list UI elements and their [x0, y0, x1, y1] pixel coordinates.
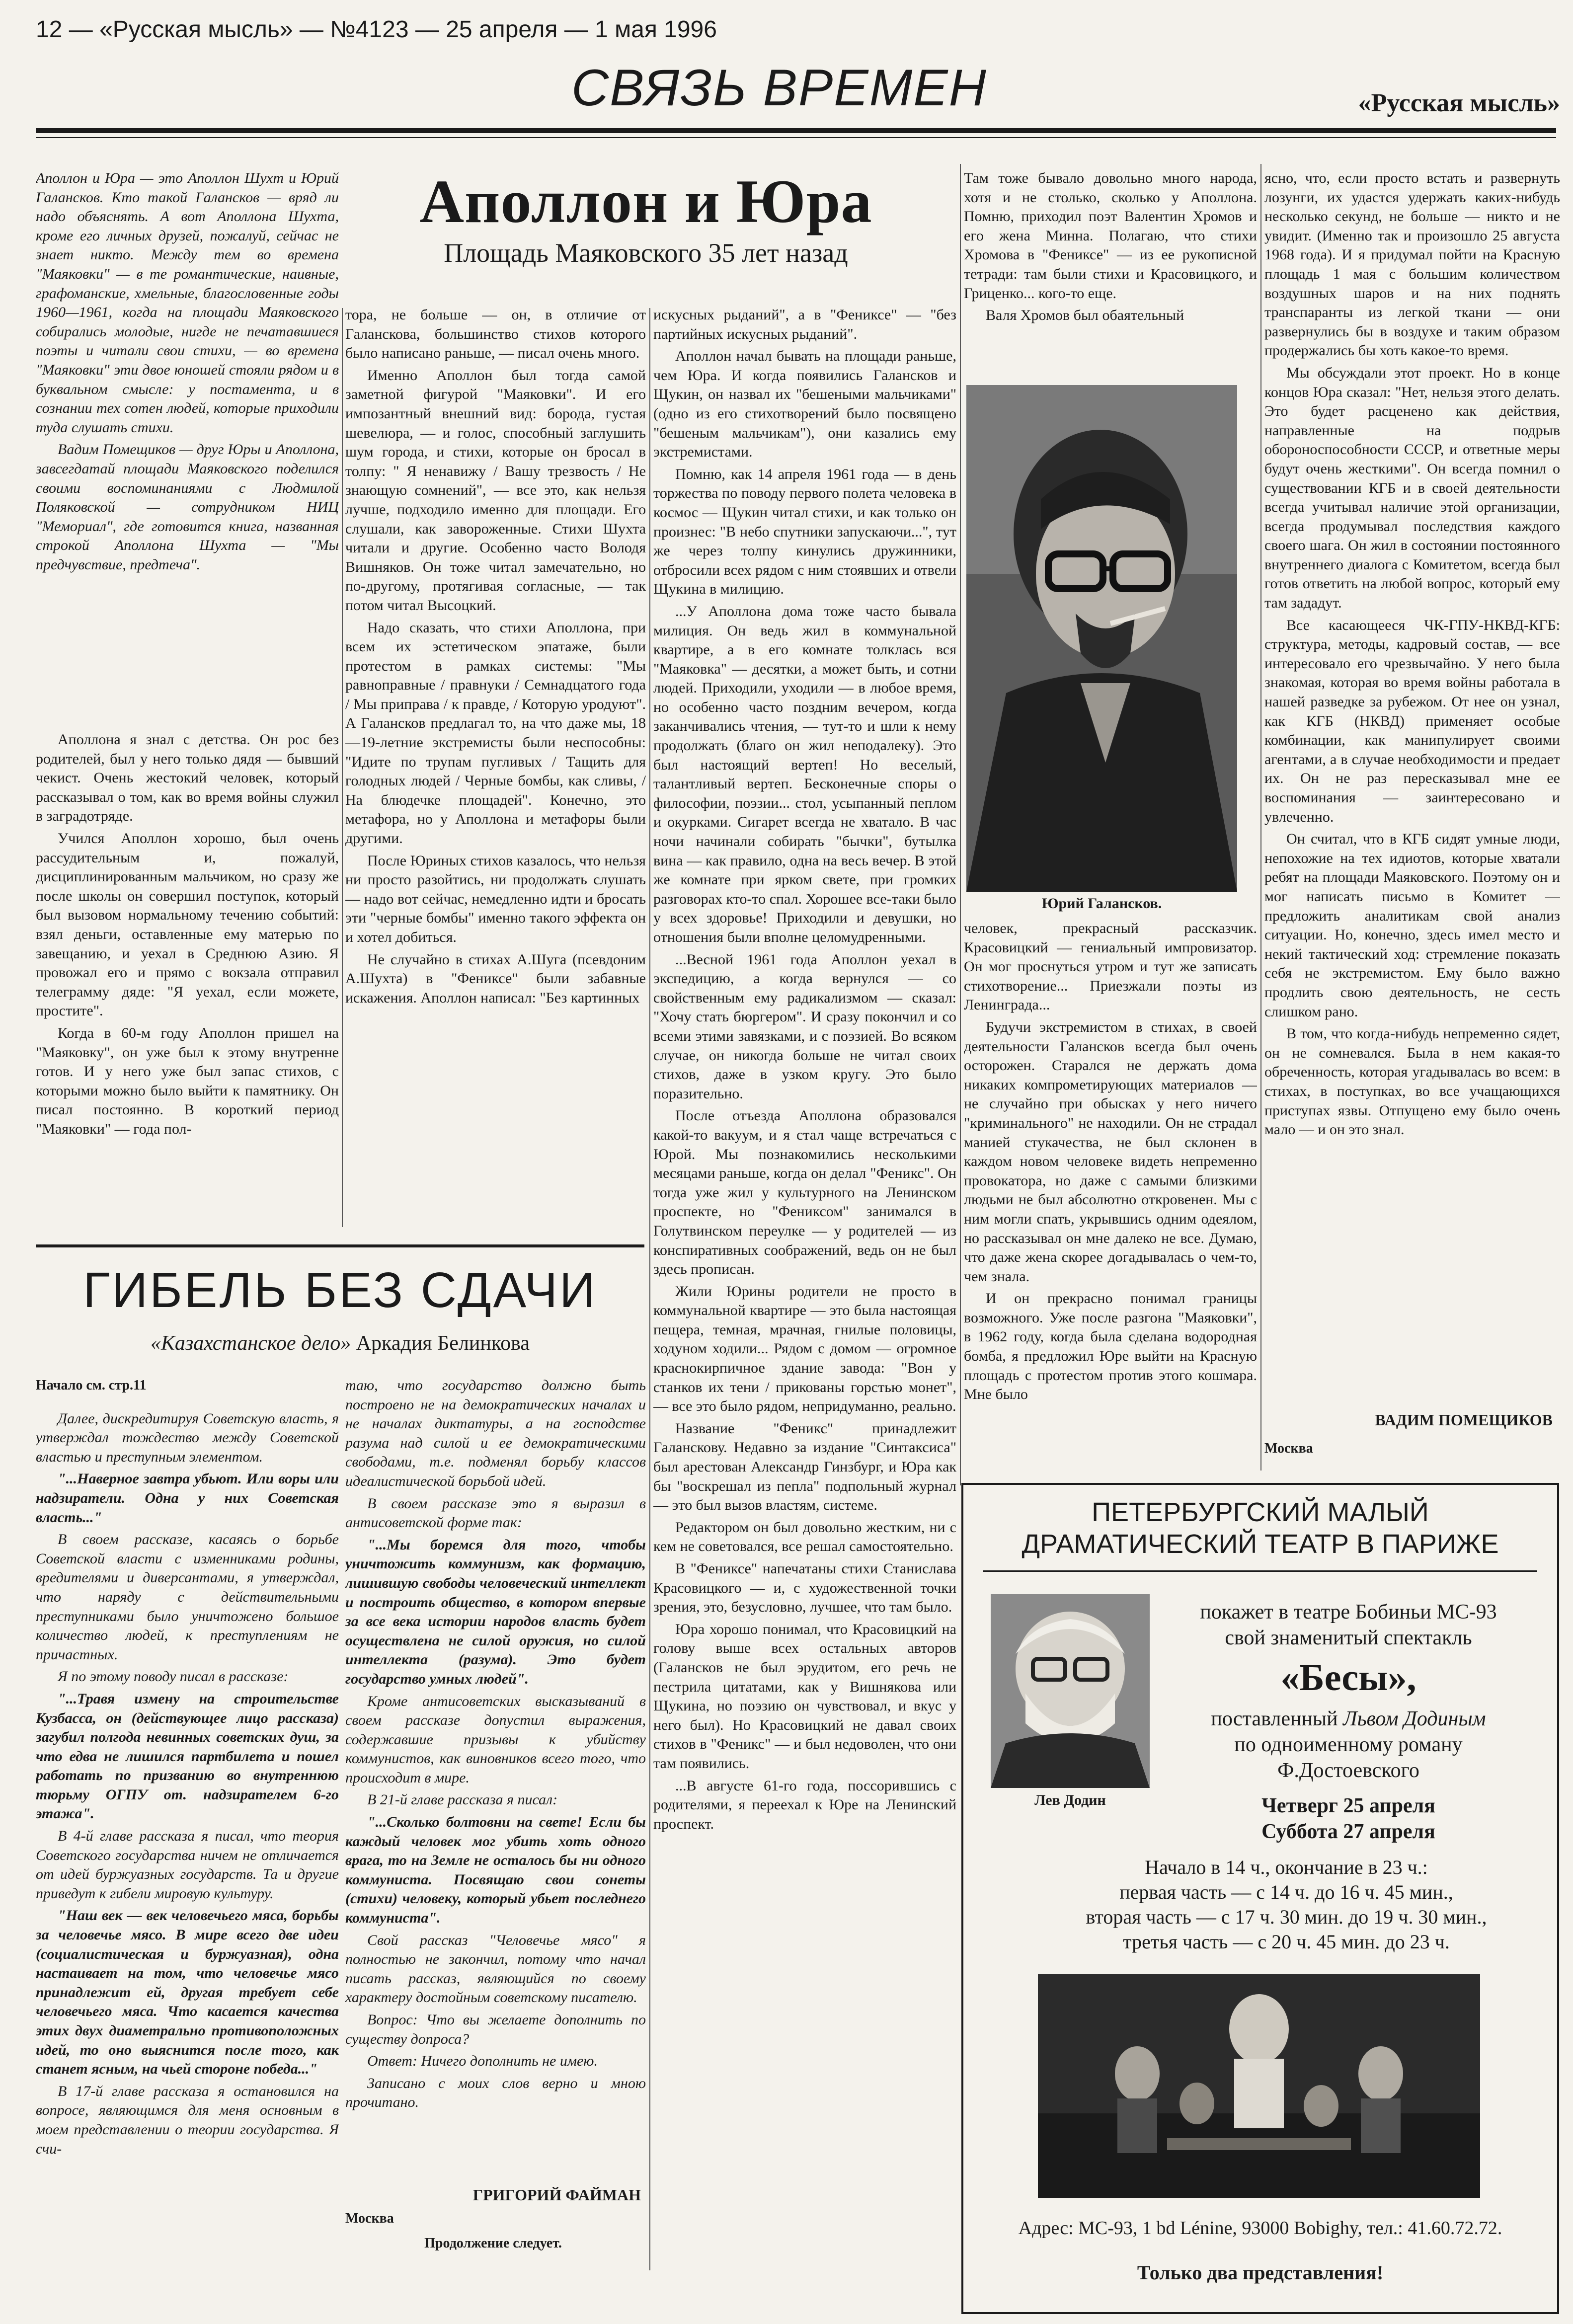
article1-lead: [36, 169, 339, 710]
article1-column-2: [345, 306, 646, 1227]
theatre-advertisement: [961, 1483, 1559, 2314]
issue-dates: 25 апреля — 1 мая 1996: [446, 16, 717, 43]
paragraph: В своем рассказе это я выразил в антисоветской форме так:: [345, 1495, 646, 1531]
paragraph: Я по этому поводу писал в рассказе:: [58, 1668, 289, 1685]
paragraph: Аполлон начал бывать на площади раньше, чем Юра. И когда появились Галансков и Щукин, он назвал их "бешеными мальчиками" (одно из его стихотворений было посвящено "бешеным мальчикам"), они казались ему экстремистами.: [653, 348, 956, 461]
ad-photo-caption: Лев Додин: [1034, 1792, 1106, 1808]
ad-staged-line2: по одноименному роману: [1234, 1733, 1463, 1756]
ad-date-2: Суббота 27 апреля: [1261, 1820, 1435, 1843]
paragraph: Все касающееся ЧК-ГПУ-НКВД-КГБ: структура, методы, кадровый состав, — все интересовало его чрезвычайно. У него была знакомая, которая во время войны работала в нашей разведке за рубежом. От нее он узнал, как КГБ (НКВД) применяет особые комбинации, как манипулирует своими агентами, а в случае необходимости и предает их. Он не раз пересказывал мне ее воспоминания — заинтересовано и увлеченно.: [1264, 617, 1560, 825]
article1-headline: Аполлон и Юра: [419, 167, 872, 235]
article1-subheadline: Площадь Маяковского 35 лет назад: [444, 238, 848, 268]
paragraph: В 4-й главе рассказа я писал, что теория Советского государства ничем не отличается от идей буржуазных государств. Та и другие приведут к гибели мировую культуру.: [36, 1828, 339, 1902]
article2-column-1: [36, 1376, 339, 2270]
quote: "Наш век — век человечьего мяса, борьбы за человечье мясо. В мире всего две идеи (социалистическая и буржуазная), одна настаивает на том, что человечье мясо принадлежит ей, другая требует себе человечьего мяса. Что касается качества этих двух диаметрально противоположных идей, то оно выяснится после того, как станет ясным, на чьей стороне победа...": [36, 1907, 339, 2078]
ad-staged-line3: Ф.Достоевского: [1277, 1759, 1419, 1782]
paragraph: Юра хорошо понимал, что Красовицкий на голову выше всех остальных авторов (Галансков не был эрудитом, его речь не пестрила цитатами, как у Вишнякова или Щукина, но поэзию он чувствовал, и вкус у него был). Но Красовицкий не давал своих стихов в "Феникс" — и был недоволен, что они там появились.: [653, 1621, 956, 1772]
quote: "...Наверное завтра убьют. Или воры или надзиратели. Одна у них Советская власть...": [36, 1471, 339, 1526]
paragraph: Жили Юрины родители не просто в коммунальной квартире — это была настоящая пещера, темная, мрачная, гнилые половицы, ходуном ходили... Рядом с домом — огромное краснокирпичное здание завода: "Вон у станков их тени / прикованы горстью монет", — все это было рядом, непридуманно, реально.: [653, 1283, 956, 1415]
dash: —: [299, 16, 323, 43]
paragraph: Когда в 60-м году Аполлон пришел на "Маяковку", он уже был к этому внутренне готов. И у него уже был запас стихов, с которыми можно было выйти к памятнику. Он писал постоянно. В короткий период "Маяковки" — года пол-: [36, 1024, 339, 1137]
ad-staged-prefix: поставленный: [1211, 1707, 1338, 1730]
article2-top-rule: [36, 1244, 644, 1247]
paragraph: Помню, как 14 апреля 1961 года — в день торжества по поводу первого полета человека в космос — Щукин читал стихи, и как только он произнес: "В небо спутники запускаючи...", тут же через толпу кинулись дружинники, отбросили всех рядом с ним стоявших и отвели Щукина в милицию.: [653, 465, 956, 598]
photo-caption: Юрий Галансков.: [1041, 895, 1162, 912]
article2-subheadline: [36, 1331, 644, 1361]
paragraph: Кроме антисоветских высказываний в своем рассказе допустил выражения, содержавшие призывы к убийству коммунистов, как виновников всего того, что происходит в мире.: [345, 1693, 646, 1786]
ad-intro-line2: свой знаменитый спектакль: [1225, 1627, 1472, 1649]
article1-column-4-top: [964, 169, 1257, 378]
article2-author: ГРИГОРИЙ ФАЙМАН: [472, 2186, 641, 2204]
paragraph: После отъезда Аполлона образовался какой-то вакуум, и я стал чаще встречаться с Юрой. Мы познакомились несколькими месяцами раньше, когда он делал "Феникс". Он тогда уже жил у культурного на Ленинском проспекте, но "Фениксом" занимался в Голутвинском переулке — у родителей — из конспиративных соображений, ведь он не был здесь прописан.: [653, 1107, 956, 1278]
photo-stage-scene: [1038, 1974, 1480, 2198]
ad-play-title: «Бесы»,: [1280, 1657, 1416, 1699]
paragraph: человек, прекрасный рассказчик. Красовицкий — гениальный импровизатор. Он мог проснуться утром и тут же записать стихотворение... Приезжали поэты из Ленинграда...: [964, 920, 1257, 1013]
ad-footer: Только два представления!: [1137, 2261, 1384, 2284]
paragraph: ...Весной 1961 года Аполлон уехал в экспедицию, а когда вернулся — со свойственным ему радикализмом — сказал: "Хочу стать бюргером". И сразу покончил и со всеми этими завязками, и с поэзией. Во всяком случае, он никогда больше не читал своих стихов, даже в узком кругу. Это было поразительно.: [653, 951, 956, 1102]
paragraph: Надо сказать, что стихи Аполлона, при всем их эстетическом эпатаже, были протестом в рамках системы: "Мы равноправные / правнуки / Семнадцатого года / Мы приправа / к правде, / Которую уродуют". А Галансков предлагал то, на что даже мы, 18—19-летние экстремисты были неспособны: "Идите по трупам пугливых / Тащить для голодных людей / Черные бомбы, как сливы, / На блюдечке площадей". Конечно, это метафора, но у Аполлона и метафоры были другими.: [345, 619, 646, 847]
schedule-line: первая часть — с 14 ч. до 16 ч. 45 мин.,: [1119, 1881, 1453, 1903]
article2-place: Москва: [345, 2211, 394, 2226]
photo-galanskov: [966, 385, 1237, 892]
schedule-line: Начало в 14 ч., окончание в 23 ч.:: [1145, 1856, 1428, 1878]
column-rule: [342, 308, 343, 1227]
masthead-rule: [36, 128, 1556, 133]
masthead-line: [36, 16, 880, 48]
article1-author: ВАДИМ ПОМЕЩИКОВ: [1375, 1411, 1553, 1429]
paragraph: В 21-й главе рассказа я писал:: [367, 1791, 558, 1808]
paragraph: Мы обсуждали этот проект. Но в конце концов Юра сказал: "Нет, нельзя этого делать. Это будет расценено как действия, направленные на подрыв обороноспособности СССР, и ответные меры будут очень жесткими". Он всегда помнил о существовании КГБ и в своей деятельности всегда учитывал наличие этой организации, всегда продумывал последствия каждого своего шага. Он жил в состоянии постоянного внутреннего диалога с Комитетом, всегда был готов ответить на любой вопрос, который ему там зададут.: [1264, 364, 1560, 612]
issue-number: №4123: [330, 16, 409, 43]
photo-lev-dodin: [991, 1594, 1150, 1788]
ad-title-line2: ДРАМАТИЧЕСКИЙ ТЕАТР В ПАРИЖЕ: [1022, 1529, 1499, 1559]
ad-address: Адрес: МС-93, 1 bd Lénine, 93000 Bobighy, тел.: 41.60.72.72.: [1018, 2218, 1502, 2239]
paragraph: В своем рассказе, касаясь о борьбе Советской власти с изменниками родины, вредителями и диверсантами, я утверждал, что наряду с действительными преступниками было уничтожено большое количество людей, к преступлениям не причастных.: [36, 1531, 339, 1663]
continued-note: Начало см. стр.11: [36, 1378, 147, 1393]
dash: —: [69, 16, 93, 43]
page-number: 12: [36, 16, 63, 43]
paragraph: Свой рассказ "Человечье мясо" я полностью не закончил, потому что начал писать рассказ, являющийся по своему характеру достойным советскому писателю.: [345, 1932, 646, 2006]
publication-name: «Русская мысль»: [99, 16, 293, 43]
answer: Ответ: Ничего дополнить не имею.: [367, 2053, 598, 2070]
ad-title-line1: ПЕТЕРБУРГСКИЙ МАЛЫЙ: [1092, 1497, 1429, 1527]
ad-schedule: [1038, 1855, 1535, 1959]
quote: "...Мы боремся для того, чтобы уничтожить коммунизм, как формацию, лишившую свободы человеческий интеллект и построить общество, в котором впервые за все века истории народов власть будет осуществлена не силой оружия, но силой интеллекта (разума). Это будет государство умных людей".: [345, 1536, 646, 1687]
quote: "...Сколько болтовни на свете! Если бы каждый человек мог убить хоть одного врага, то на Земле не осталось бы ни одного коммуниста. Посвящаю свои сонеты (стихи) человеку, который убьет последнего коммуниста".: [345, 1814, 646, 1927]
quote: "...Травя измену на строительстве Кузбасса, он (действующее лицо рассказа) загубил полгода невинных советских душ, за что едва не лишился партбилета и пошел работать по призванию во внутреннюю тюрьму ОГПУ от. надзирателем 6-го этажа".: [36, 1690, 339, 1822]
paragraph: Именно Аполлон был тогда самой заметной фигурой "Маяковки". И его импозантный внешний вид: борода, густая шевелюра, — и голос, способный заглушить шум города, и стихи, которые он бросал в толпу: " Я ненавижу / Вашу трезвость / Не знающую сомнений", — все это, как нельзя лучше, подходило именно для площади. Его слушали, как завороженные. Стихи Шухта читали и другие. Особенно часто Володя Вишняков. Он тоже читал замечательно, но по-другому, протягивая согласные, — так потом читал Высоцкий.: [345, 367, 646, 614]
column-rule: [649, 308, 650, 2270]
paragraph: тора, не больше — он, в отличие от Галанскова, большинство стихов которого было написано раньше, — писал очень много.: [345, 307, 646, 362]
ad-title-rule: [983, 1570, 1537, 1572]
paragraph: таю, что государство должно быть построено не на демократических началах и не началах диктатуры, а на господстве разума над силой и ее демократическими свободами, т.е. подменял борьбу классов идеалистической борьбой идей.: [345, 1377, 646, 1489]
article1-column-1: [36, 730, 339, 1227]
column-rule: [1260, 164, 1261, 1471]
schedule-line: вторая часть — с 17 ч. 30 мин. до 19 ч. 30 мин.,: [1086, 1906, 1487, 1928]
article1-column-5: [1264, 169, 1560, 1381]
ad-intro-line1: покажет в театре Бобиньи МС-93: [1200, 1601, 1497, 1624]
paragraph: ясно, что, если просто встать и развернуть лозунги, их удастся удержать каких-нибудь несколько секунд, не больше — никто и не увидит. (Именно так и произошло 25 августа 1968 года). И я придумал пойти на Красную площадь 1 мая с большим количеством воздушных шаров и на них поднять транспаранты из легкой ткани — они развернулись бы в воздухе и таким образом продержались бы хоть какое-то время.: [1264, 170, 1560, 359]
schedule-line: третья часть — с 20 ч. 45 мин. до 23 ч.: [1123, 1931, 1450, 1953]
paragraph: И он прекрасно понимал границы возможного. Уже после разгона "Маяковки", в 1962 году, когда была сделана водородная бомба, я предложил Юре выйти на Красную площадь с протестом против этого кошмара. Мне было: [964, 1290, 1257, 1403]
brand-name: «Русская мысль»: [1358, 89, 1560, 117]
paragraph: Он считал, что в КГБ сидят умные люди, непохожие на тех идиотов, которые хватали ребят на площади Маяковского. Поэтому он и мог написать письмо в Комитет — предложить аналитикам свой анализ ситуации. Но, конечно, здесь имел место и некий тактический ход: стремление показать себя не экстремистом. Ему было важно продлить свою деятельность, не сесть слишком рано.: [1264, 831, 1560, 1020]
paragraph: ...У Аполлона дома тоже часто бывала милиция. Он ведь жил в коммунальной квартире, а в его комнате толклась вся "Маяковка" — десятки, а может быть, и сотни людей. Приходили, уходили — в любое время, но особенно часто поздним вечером, когда заканчивались чтения, — тут-то и шли к нему продолжать (благо он жил неподалеку). Это был настоящий вертеп! Но веселый, талантливый вертеп. Бесконечные споры о философии, поэзии... стол, усыпанный пеплом и окурками. Сигарет всегда не хватало. В час ночи начинали собирать "бычки", бутылка вина — как правило, одна на весь вечер. В этой же комнате при ярком свете, при громких разговорах кто-то спал. Хорошее все-таки было у всех здоровье! Приходили и девушки, но отношения были вполне целомудренными.: [653, 603, 956, 945]
article1-column-3: [653, 306, 956, 2270]
paragraph: искусных рыданий", а в "Фениксе" — "без партийных искусных рыданий".: [653, 307, 956, 342]
lead-paragraph: Вадим Помещиков — друг Юры и Аполлона, завсегдатай площади Маяковского поделился своими воспоминаниями с Людмилой Поляковской — сотрудником НИЦ "Мемориал", где готовится книга, названная строкой Аполлона Шухта — "Мы предчувствие, предтеча".: [36, 441, 339, 573]
dash: —: [415, 16, 439, 43]
paragraph: В том, что когда-нибудь непременно сядет, он не сомневался. Была в нем какая-то обреченность, которая угадывалась во всем: в стихах, в поступках, во все учащающихся приступах язвы. Отпущено ему было очень мало — и он это знал.: [1264, 1025, 1560, 1138]
to-be-continued: Продолжение следует.: [424, 2236, 562, 2251]
paragraph: Редактором он был довольно жестким, ни с кем не советовался, все решал самостоятельно.: [653, 1519, 956, 1555]
column-rule: [960, 164, 961, 1485]
paragraph: Далее, дискредитируя Советскую власть, я утверждал тождество между Советской властью и преступным элементом.: [36, 1410, 339, 1465]
paragraph: Там тоже бывало довольно много народа, хотя и не столько, сколько у Аполлона. Помню, приходил поэт Валентин Хромов и его жена Минна. Полагаю, что стихи Хромова в "Фениксе" — из ее рукописной тетради: там были стихи и Красовицкого, и Гриценко... кого-то еще.: [964, 170, 1257, 302]
paragraph: Учился Аполлон хорошо, был очень рассудительным и, пожалуй, дисциплинированным мальчиком, но сразу же после школы он совершил поступок, который был вызовом нормальному течению событий: взял деньги, оставленные ему матерью по завещанию, и уехал в Среднюю Азию. Я провожал его и прямо с вокзала отправил телеграмму дяде: "Я уехал, если можете, простите".: [36, 830, 339, 1019]
article2-column-2: [345, 1376, 646, 2156]
paragraph: В 17-й главе рассказа я остановился на вопросе, являющимся для меня основным в моем представлении о теории государства. Я счи-: [36, 2083, 339, 2157]
article2-headline: ГИБЕЛЬ БЕЗ СДАЧИ: [83, 1262, 597, 1318]
stage-scene-illustration: [1038, 1974, 1480, 2198]
ad-staged-line1: [1152, 1706, 1545, 1732]
ad-director-name: Львом Додиным: [1343, 1707, 1486, 1730]
paragraph: В "Фениксе" напечатаны стихи Станислава Красовицкого — и, с художественной точки зрения, это, безусловно, лучшее, что там было.: [653, 1560, 956, 1616]
paragraph: Аполлона я знал с детства. Он рос без родителей, был у него только дядя — бывший чекист. Очень жестокий человек, который рассказывал о том, как во время войны служил в заградотряде.: [36, 731, 339, 825]
article1-place: Москва: [1264, 1441, 1313, 1456]
portrait-illustration: [991, 1594, 1150, 1788]
question: Вопрос: Что вы желаете дополнить по существу допроса?: [345, 2012, 646, 2047]
paragraph: Не случайно в стихах А.Шуга (псевдоним А.Шухта) в "Фениксе" были забавные искажения. Аполлон написал: "Без картинных: [345, 951, 646, 1006]
case-author: Аркадия Белинкова: [356, 1332, 530, 1355]
paragraph: ...В августе 61-го года, поссорившись с родителями, я переехал к Юре на Ленинский проспект.: [653, 1777, 956, 1832]
masthead-rule-thin: [36, 137, 1556, 138]
ad-date-1: Четверг 25 апреля: [1261, 1794, 1435, 1817]
paragraph: После Юриных стихов казалось, что нельзя ни просто разойтись, ни продолжать слушать — надо вот сейчас, немедленно идти и бросать эти "черные бомбы" именно такого эффекта он и хотел добиться.: [345, 852, 646, 945]
article1-column-4-bottom: [964, 919, 1257, 1475]
paragraph: Записано с моих слов верно и мною прочитано.: [345, 2075, 646, 2111]
case-title: «Казахстанское дело»: [151, 1332, 351, 1355]
paragraph: Будучи экстремистом в стихах, в своей деятельности Галансков всегда был очень осторожен. Старался не держать дома никаких компрометирующих материалов — не случайно при обысках у него ничего "криминального" не находили. Он не страдал манией стукачества, не был склонен в каждом новом человеке видеть непременно провокатора, но даже с самыми близкими людьми не был абсолютно откровенен. Мы с ним могли спать, укрывшись одним одеялом, но рассказывал он мне далеко не все. Думаю, что даже жена скорее догадывалась о чем-то, чем знала.: [964, 1018, 1257, 1285]
paragraph: Валя Хромов был обаятельный: [986, 307, 1184, 324]
paragraph: Название "Феникс" принадлежит Галанскову. Недавно за издание "Синтаксиса" был арестован Александр Гинзбург, и Юра как бы "воскрешал из пепла" подпольный журнал — это был вызов властям, системе.: [653, 1420, 956, 1514]
section-title: СВЯЗЬ ВРЕМЕН: [571, 59, 987, 117]
portrait-illustration: [966, 385, 1237, 892]
lead-paragraph: Аполлон и Юра — это Аполлон Шухт и Юрий Галансков. Кто такой Галансков — вряд ли надо объяснять. А вот Аполлона Шухта, кроме его личных друзей, пожалуй, сейчас не знает никто. Между тем во времена "Маяковки" — в те романтические, наивные, графоманские, хмельные, благословенные годы 1960—1961, когда на площади Маяковского собирались молодые, нигде не печатавшиеся поэты и читали свои стихи, — во времена "Маяковки" эти двое юношей стояли рядом и в буквальном смысле: у постамента, и в сознании тех сотен людей, которые приходили туда слушать стихи.: [36, 170, 339, 436]
